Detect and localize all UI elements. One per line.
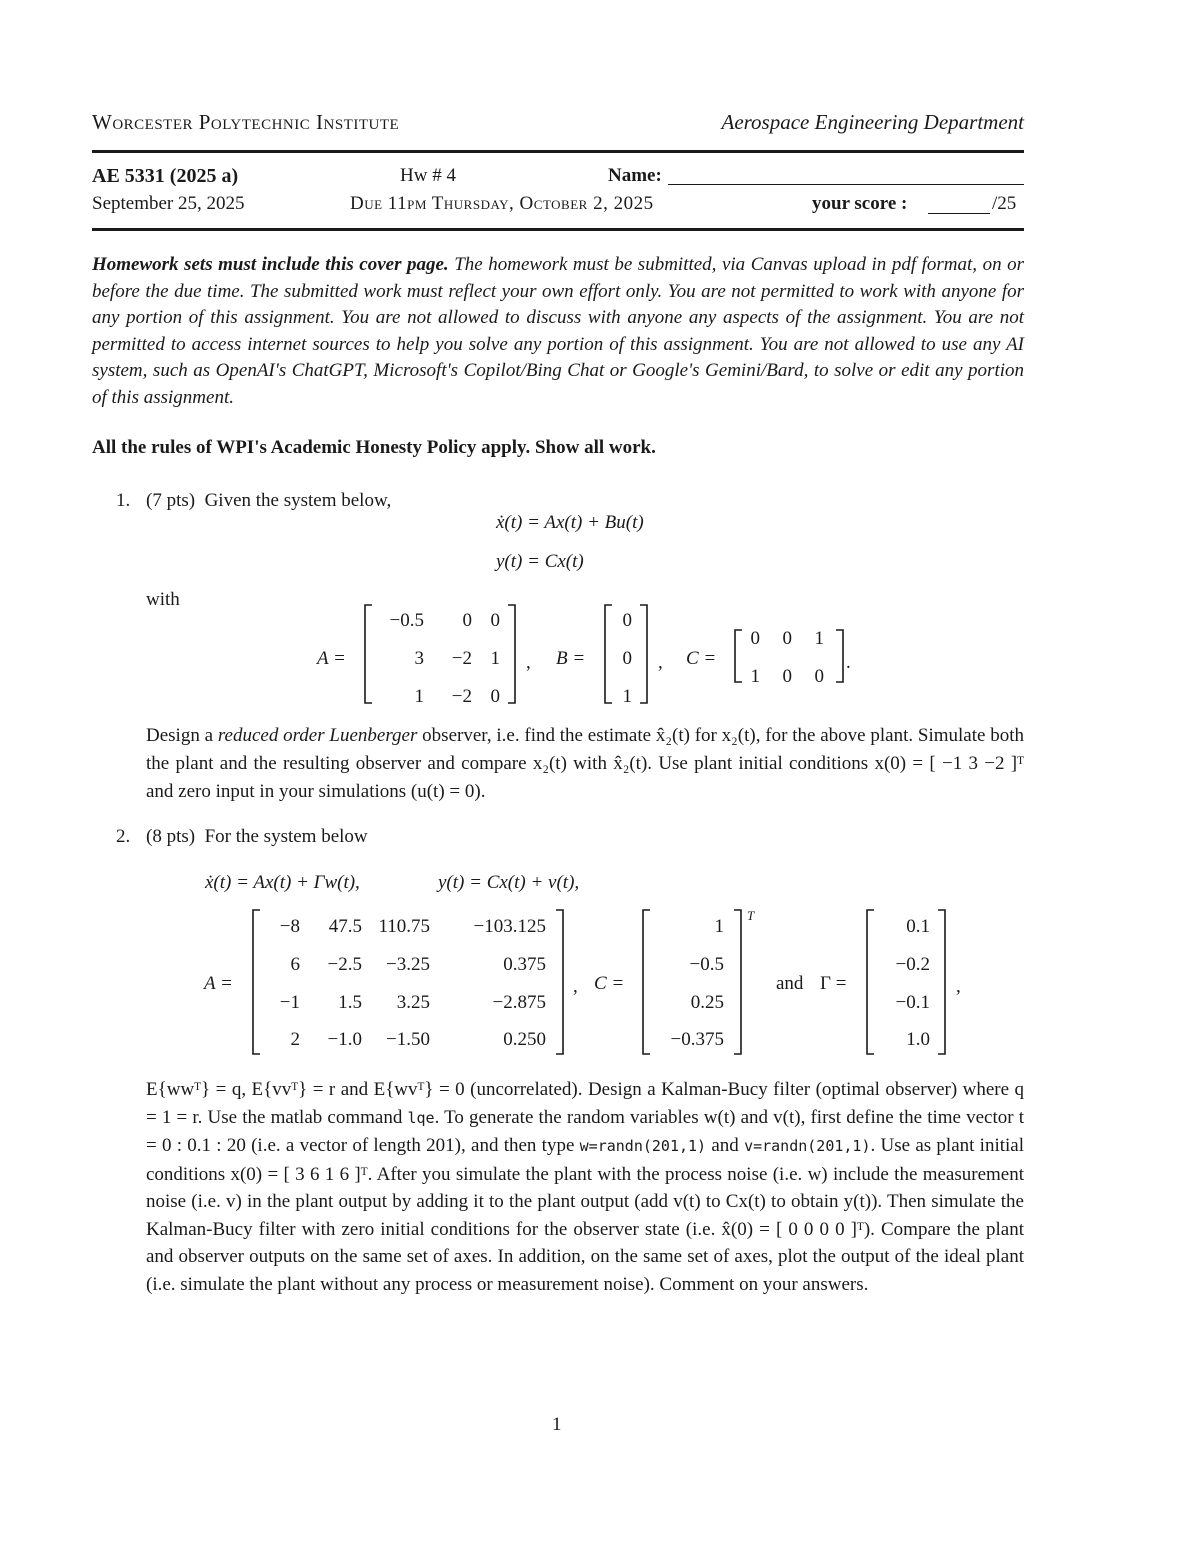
matrix-entry: 1 [750,666,760,687]
p1-A-bracket-left [365,605,372,703]
p2-Gamma-entries [896,916,930,1050]
problem-1-description [146,722,1024,806]
p2-cmd-w: w=randn(201,1) [579,1137,707,1155]
problem-2-heading [146,826,368,848]
p1-period: . [846,652,851,673]
matrix-entry: 1 [414,686,424,707]
header-rule-top [92,150,1024,153]
matrix-entry: −0.5 [389,610,424,631]
matrix-entry: 1.0 [906,1029,930,1050]
problem-2-output-eq: y(t) = Cx(t) + v(t), [438,872,580,893]
problem-2-intro: For the system below [204,826,368,847]
matrix-entry: −0.2 [895,954,930,975]
matrix-entry: −0.375 [670,1029,724,1050]
problem-2-description [146,1076,1024,1298]
p2-text-3: and [706,1135,745,1156]
p2-C-bracket-right [734,910,741,1054]
institution: Worcester Polytechnic Institute [92,110,400,134]
p2-and: and [776,973,804,994]
p2-text-2: . To generate the random variables w(t) and v(t), first define the time vector t = 0 : 0.1 : 20 (i.e. a vector of length 201), and then type [146,1106,1024,1156]
p2-cmd-v: v=randn(201,1) [744,1137,871,1155]
matrix-entry: 0 [462,610,472,631]
matrix-entry: 0 [814,666,824,687]
p1-C-entries [751,628,825,687]
p1-B-bracket-left [605,605,612,703]
problem-1-intro: Given the system below, [204,490,392,511]
rules-lead: Homework sets must include this cover page. [92,254,449,275]
matrix-entry: 0 [622,610,632,631]
p2-A-bracket-right [556,910,563,1054]
matrix-entry: 0 [782,666,792,687]
p1-C-label: C = [686,648,717,669]
hw-number: Hw # 4 [400,165,456,186]
p1-comma-1: , [526,652,531,673]
p1-design-post: observer, i.e. find the estimate x̂₂(t) for x₂(t), for the above plant. Simulate both the plant and the resulting observer and compare x₂(t) with x̂₂(t). Use plant initial conditions x(0) = [ −1 3 −2 ]ᵀ and zero input in your simulations (u(t) = 0). [146,725,1024,802]
honesty-statement: All the rules of WPI's Academic Honesty Policy apply. Show all work. [92,437,656,458]
matrix-entry: 1 [622,686,632,707]
p2-comma-1: , [573,976,578,997]
matrix-entry: 3.25 [396,992,430,1013]
header-rule-bottom [92,228,1024,231]
matrix-entry: 0 [782,628,792,649]
matrix-entry: 110.75 [378,916,430,937]
department: Aerospace Engineering Department [721,110,1024,134]
score-label: your score : [812,193,908,214]
problem-2-matrices [190,900,990,1065]
p1-B-entries [623,610,633,707]
course-code: AE 5331 (2025 a) [92,165,239,187]
p1-C-bracket-right [836,630,843,682]
problem-1-matrices [300,600,880,710]
matrix-entry: 1 [714,916,724,937]
problem-2-number: 2. [116,826,131,847]
p2-text-4: . Use as plant initial conditions x(0) = [ 3 6 1 6 ]ᵀ. After you simulate the plant with the process noise (i.e. w) include the measurement noise (i.e. v) in the plant output by adding it to the plant output (add v(t) to Cx(t) to obtain y(t)). Then simulate the Kalman-Bucy filter with zero initial conditions for the observer state (i.e. x̂(0) = [ 0 0 0 0 ]ᵀ). Compare the plant and observer outputs on the same set of axes. In addition, on the same set of axes, plot the output of the ideal plant (i.e. simulate the plant without any process or measurement noise). Comment on your answers. [146,1135,1024,1295]
problem-1-heading [146,490,391,512]
matrix-entry: −2.5 [327,954,362,975]
matrix-entry: 1.5 [338,992,362,1013]
p1-design-em: reduced order Luenberger [217,725,418,746]
p2-Gamma-bracket-left [867,910,874,1054]
name-line[interactable] [668,184,1024,185]
due-date: Due 11pm Thursday, October 2, 2025 [350,193,654,214]
p2-Gamma-bracket-right [938,910,945,1054]
issue-date: September 25, 2025 [92,193,245,214]
problem-1-number: 1. [116,490,131,511]
p1-A-bracket-right [508,605,515,703]
p2-C-bracket-left [643,910,650,1054]
problem-2-points: (8 pts) [146,826,196,847]
problem-1-with: with [146,589,180,610]
p1-A-label: A = [317,648,346,669]
matrix-entry: 1 [490,648,500,669]
p1-comma-2: , [658,652,663,673]
p2-C-label: C = [594,973,625,994]
matrix-entry: −3.25 [386,954,430,975]
p2-A-entries [280,916,546,1050]
p2-Gamma-label: Γ = [820,973,847,994]
matrix-entry: −0.5 [689,954,724,975]
matrix-entry: 0.1 [906,916,930,937]
matrix-entry: 2 [290,1029,300,1050]
matrix-entry: 0 [490,610,500,631]
problem-2-state-eq: ẋ(t) = Ax(t) + Γw(t), [205,872,360,893]
problem-1-output-eq: y(t) = Cx(t) [496,551,584,572]
score-line[interactable] [928,213,990,214]
matrix-entry: 3 [414,648,424,669]
matrix-entry: 47.5 [328,916,362,937]
rules-text: The homework must be submitted, via Canvas upload in pdf format, on or before the due time. The submitted work must reflect your own effort only. You are not permitted to work with anyone for any portion of this assignment. You are not allowed to discuss with anyone any aspects of the assignment. You are not permitted to access internet sources to help you solve any portion of this assignment. You are not allowed to use any AI system, such as OpenAI's ChatGPT, Microsoft's Copilot/Bing Chat or Google's Gemini/Bard, to solve or edit any portion of this assignment. [92,254,1025,408]
matrix-entry: −1 [279,992,300,1013]
matrix-entry: −0.1 [895,992,930,1013]
p1-B-label: B = [556,648,586,669]
matrix-entry: −1.0 [327,1029,362,1050]
rules-paragraph [92,252,1024,411]
problem-1-state-eq: ẋ(t) = Ax(t) + Bu(t) [496,512,644,533]
p2-A-bracket-left [253,910,260,1054]
name-label: Name: [608,165,662,186]
matrix-entry: −2 [451,686,472,707]
p2-C-transpose: T [747,908,755,923]
page-number: 1 [552,1414,562,1435]
p2-A-label: A = [204,973,233,994]
matrix-entry: 0.25 [690,992,724,1013]
matrix-entry: −2 [451,648,472,669]
matrix-entry: 1 [814,628,824,649]
matrix-entry: 6 [290,954,300,975]
score-total: /25 [992,193,1017,214]
matrix-entry: −1.50 [386,1029,430,1050]
p1-C-bracket-left [735,630,742,682]
p1-design-pre: Design a [146,725,218,746]
p2-comma-2: , [956,976,961,997]
problem-1-points: (7 pts) [146,490,196,511]
p1-B-bracket-right [640,605,647,703]
matrix-entry: 0.375 [503,954,546,975]
matrix-entry: 0.250 [503,1029,546,1050]
matrix-entry: −8 [279,916,300,937]
p2-text-1: E{wwᵀ} = q, E{vvᵀ} = r and E{wvᵀ} = 0 (uncorrelated). Design a Kalman-Bucy filter (optimal observer) where q = 1 = r. Use the matlab command [146,1079,1024,1128]
p2-cmd-lqe: lqe [407,1108,435,1127]
matrix-entry: −2.875 [492,992,546,1013]
matrix-entry: 0 [750,628,760,649]
matrix-entry: 0 [490,686,500,707]
p2-C-entries [671,916,724,1050]
p1-A-entries [390,610,500,707]
matrix-entry: −103.125 [473,916,546,937]
matrix-entry: 0 [622,648,632,669]
